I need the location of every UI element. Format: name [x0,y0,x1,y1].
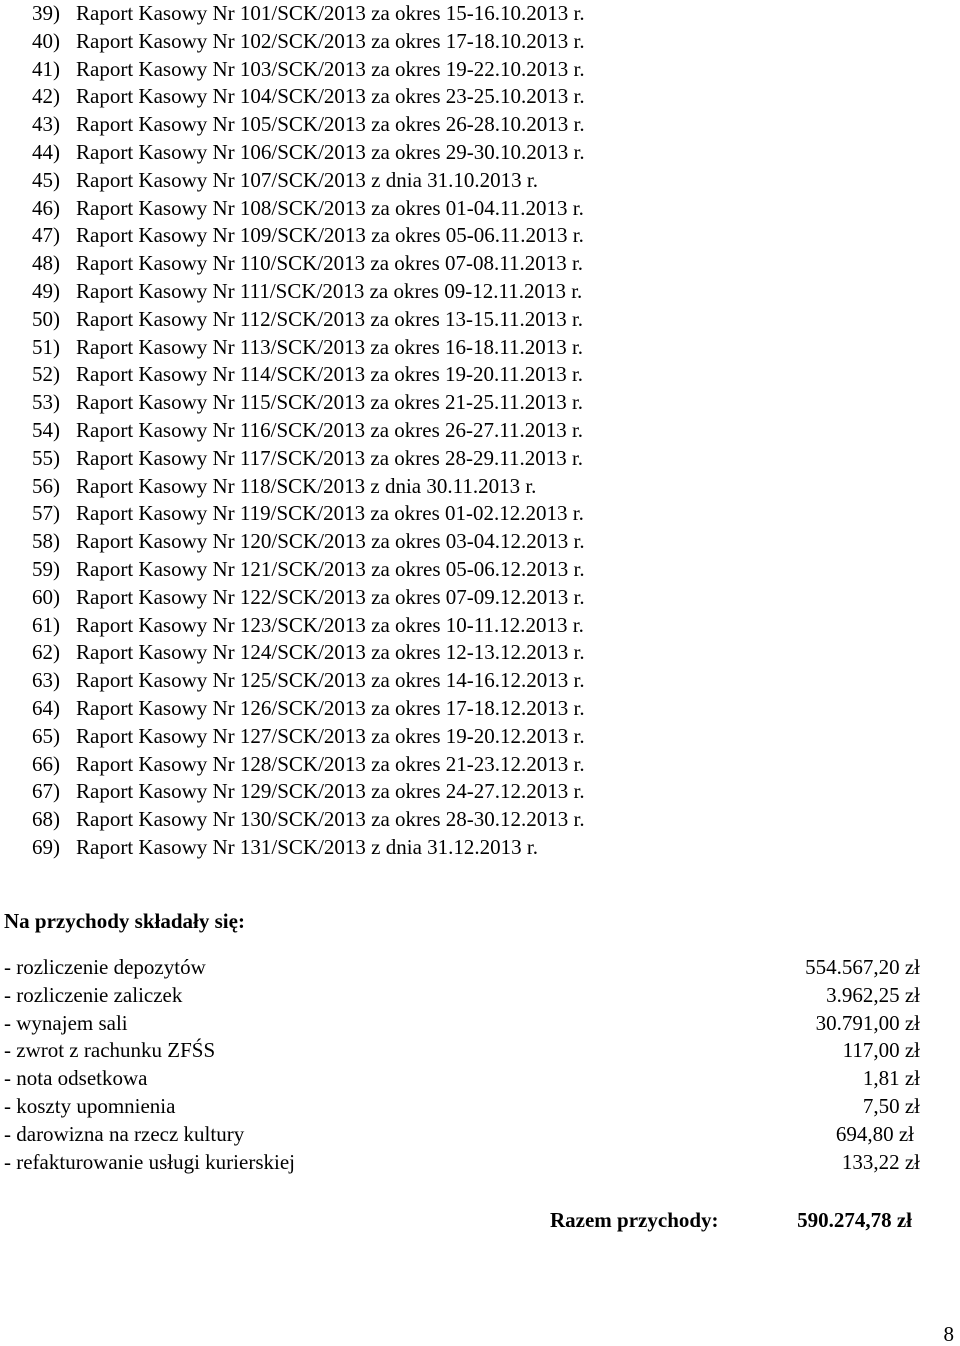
list-item-text: Raport Kasowy Nr 129/SCK/2013 za okres 24-27.12.2013 r. [76,779,585,804]
income-row [4,1149,920,1177]
list-item [32,473,585,501]
list-item-number: 45) [32,167,60,192]
list-item-number: 42) [32,84,60,109]
list-item-number: 39) [32,1,60,25]
list-item-text: Raport Kasowy Nr 127/SCK/2013 za okres 19-20.12.2013 r. [76,723,585,748]
list-item-number: 46) [32,195,60,220]
list-item [32,556,585,584]
list-item-number: 51) [32,334,60,359]
income-row [4,1121,920,1149]
list-item-text: Raport Kasowy Nr 116/SCK/2013 za okres 26-27.11.2013 r. [76,417,584,442]
list-item [32,56,585,84]
income-label: - rozliczenie zaliczek [4,982,183,1007]
income-label: - darowizna na rzecz kultury [4,1121,245,1146]
list-item [32,334,585,362]
list-item-text: Raport Kasowy Nr 112/SCK/2013 za okres 13-15.11.2013 r. [76,306,584,331]
list-item-number: 66) [32,751,60,776]
list-item-text: Raport Kasowy Nr 124/SCK/2013 za okres 12-13.12.2013 r. [76,640,585,665]
list-item-number: 61) [32,612,60,637]
list-item-text: Raport Kasowy Nr 115/SCK/2013 za okres 21-25.11.2013 r. [76,390,584,415]
income-row [4,1093,920,1121]
list-item [32,751,585,779]
list-item-number: 55) [32,445,60,470]
list-item-text: Raport Kasowy Nr 111/SCK/2013 za okres 09-12.11.2013 r. [76,278,583,303]
list-item [32,0,585,28]
list-item-text: Raport Kasowy Nr 101/SCK/2013 za okres 15-16.10.2013 r. [76,1,585,25]
list-item-number: 67) [32,779,60,804]
list-item-number: 40) [32,28,60,53]
list-item [32,723,585,751]
list-item-text: Raport Kasowy Nr 130/SCK/2013 za okres 28-30.12.2013 r. [76,807,585,832]
list-item [32,778,585,806]
list-item [32,806,585,834]
income-row [4,1065,920,1093]
list-item-text: Raport Kasowy Nr 106/SCK/2013 za okres 29-30.10.2013 r. [76,139,585,164]
income-row [4,1037,920,1065]
list-item [32,28,585,56]
total-label: Razem przychody: [550,1208,719,1232]
list-item [32,417,585,445]
list-item-number: 65) [32,723,60,748]
list-item [32,445,585,473]
income-amount: 30.791,00 zł [815,1010,920,1035]
income-label: - wynajem sali [4,1010,128,1035]
list-item-number: 64) [32,695,60,720]
list-item-number: 69) [32,834,60,859]
list-item [32,584,585,612]
list-item [32,667,585,695]
income-amount: 117,00 zł [842,1038,920,1063]
list-item-text: Raport Kasowy Nr 109/SCK/2013 za okres 05-06.11.2013 r. [76,223,584,248]
list-item [32,278,585,306]
list-item-text: Raport Kasowy Nr 107/SCK/2013 z dnia 31.10.2013 r. [76,167,538,192]
list-item-text: Raport Kasowy Nr 102/SCK/2013 za okres 17-18.10.2013 r. [76,28,585,53]
list-item-number: 56) [32,473,60,498]
list-item [32,222,585,250]
income-amount: 1,81 zł [862,1066,920,1091]
list-item-number: 59) [32,556,60,581]
list-item-text: Raport Kasowy Nr 120/SCK/2013 za okres 03-04.12.2013 r. [76,529,585,554]
list-item [32,250,585,278]
list-item [32,834,585,862]
list-item-text: Raport Kasowy Nr 118/SCK/2013 z dnia 30.11.2013 r. [76,473,537,498]
list-item-number: 62) [32,640,60,665]
page-number: 8 [943,1322,954,1346]
list-item-number: 53) [32,390,60,415]
income-label: - koszty upomnienia [4,1093,176,1118]
income-row [4,954,920,982]
list-item-number: 63) [32,668,60,693]
list-item [32,111,585,139]
list-item-number: 48) [32,251,60,276]
income-amount: 133,22 zł [841,1149,920,1174]
list-item [32,695,585,723]
list-item-text: Raport Kasowy Nr 121/SCK/2013 za okres 05-06.12.2013 r. [76,556,585,581]
list-item-number: 60) [32,584,60,609]
list-item-text: Raport Kasowy Nr 113/SCK/2013 za okres 16-18.11.2013 r. [76,334,584,359]
report-list [32,0,585,862]
list-item-text: Raport Kasowy Nr 104/SCK/2013 za okres 23-25.10.2013 r. [76,84,585,109]
income-table [4,954,920,1176]
income-row [4,1010,920,1038]
list-item [32,361,585,389]
list-item-text: Raport Kasowy Nr 125/SCK/2013 za okres 14-16.12.2013 r. [76,668,585,693]
income-amount: 7,50 zł [862,1093,920,1118]
list-item-text: Raport Kasowy Nr 123/SCK/2013 za okres 10-11.12.2013 r. [76,612,584,637]
list-item-text: Raport Kasowy Nr 126/SCK/2013 za okres 17-18.12.2013 r. [76,695,585,720]
list-item-text: Raport Kasowy Nr 105/SCK/2013 za okres 26-28.10.2013 r. [76,112,585,137]
list-item [32,639,585,667]
list-item-text: Raport Kasowy Nr 131/SCK/2013 z dnia 31.12.2013 r. [76,834,538,859]
income-label: - refakturowanie usługi kurierskiej [4,1149,295,1174]
list-item-number: 43) [32,112,60,137]
income-label: - nota odsetkowa [4,1066,148,1091]
total-amount: 590.274,78 zł [797,1208,912,1232]
list-item-number: 57) [32,501,60,526]
list-item-text: Raport Kasowy Nr 119/SCK/2013 za okres 01-02.12.2013 r. [76,501,584,526]
income-amount: 694,80 zł [835,1121,914,1146]
list-item-number: 44) [32,139,60,164]
list-item-number: 58) [32,529,60,554]
list-item-text: Raport Kasowy Nr 108/SCK/2013 za okres 01-04.11.2013 r. [76,195,584,220]
list-item [32,528,585,556]
list-item-number: 49) [32,278,60,303]
list-item [32,167,585,195]
list-item-number: 50) [32,306,60,331]
list-item [32,389,585,417]
list-item-number: 47) [32,223,60,248]
income-label: - zwrot z rachunku ZFŚS [4,1038,216,1063]
list-item-number: 54) [32,417,60,442]
income-amount: 554.567,20 zł [805,955,920,979]
income-amount: 3.962,25 zł [826,982,920,1007]
list-item-text: Raport Kasowy Nr 103/SCK/2013 za okres 19-22.10.2013 r. [76,56,585,81]
list-item-text: Raport Kasowy Nr 122/SCK/2013 za okres 07-09.12.2013 r. [76,584,585,609]
list-item-text: Raport Kasowy Nr 128/SCK/2013 za okres 21-23.12.2013 r. [76,751,585,776]
list-item-text: Raport Kasowy Nr 117/SCK/2013 za okres 28-29.11.2013 r. [76,445,584,470]
list-item [32,612,585,640]
list-item-number: 41) [32,56,60,81]
income-heading: Na przychody składały się: [4,909,245,933]
list-item-text: Raport Kasowy Nr 110/SCK/2013 za okres 07-08.11.2013 r. [76,251,584,276]
list-item-number: 52) [32,362,60,387]
list-item [32,139,585,167]
income-label: - rozliczenie depozytów [4,955,206,979]
income-row [4,982,920,1010]
list-item [32,195,585,223]
list-item [32,500,585,528]
list-item [32,306,585,334]
list-item-text: Raport Kasowy Nr 114/SCK/2013 za okres 19-20.11.2013 r. [76,362,584,387]
list-item-number: 68) [32,807,60,832]
list-item [32,83,585,111]
